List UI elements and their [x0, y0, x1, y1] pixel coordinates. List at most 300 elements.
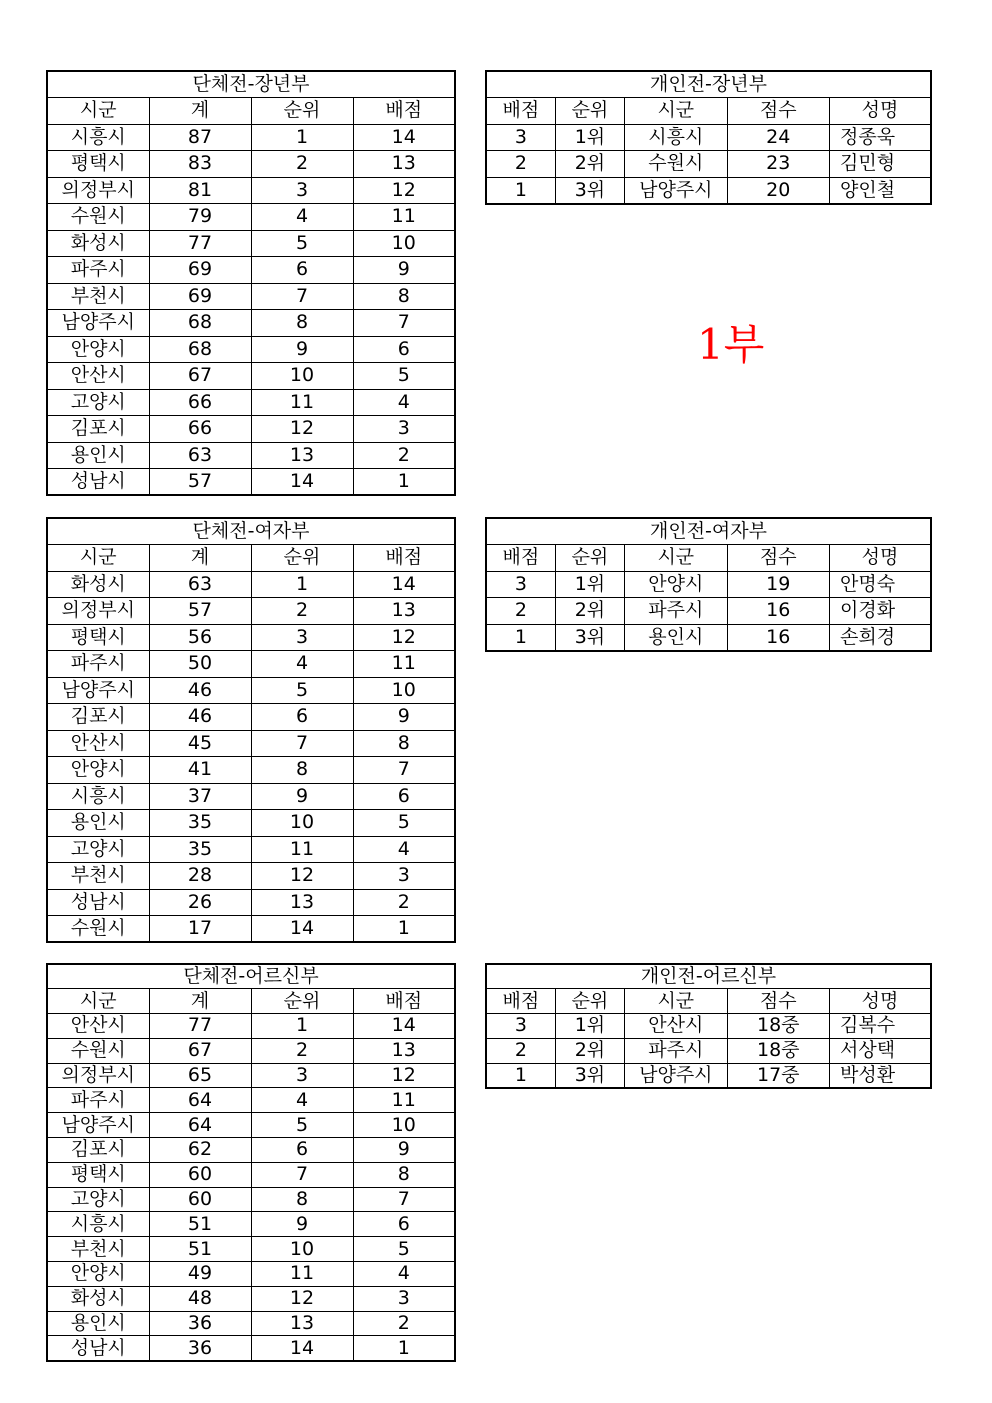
division-label: 1부 — [697, 320, 765, 369]
column-header: 순위 — [555, 98, 624, 125]
column-header: 계 — [149, 545, 251, 572]
table-cell: 20 — [727, 177, 829, 204]
table-cell: 파주시 — [625, 598, 727, 625]
table-cell: 4 — [353, 836, 455, 863]
table-cell: 6 — [353, 336, 455, 363]
table-cell: 2위 — [555, 151, 624, 178]
table-cell: 부천시 — [47, 863, 149, 890]
table-cell: 2 — [486, 1038, 555, 1063]
table-cell: 6 — [251, 1138, 353, 1163]
table-cell: 6 — [251, 257, 353, 284]
table-cell: 17중 — [727, 1063, 829, 1088]
table-row — [486, 1038, 931, 1063]
table-cell: 36 — [149, 1311, 251, 1336]
column-header: 시군 — [47, 989, 149, 1014]
table-cell: 66 — [149, 389, 251, 416]
table-cell: 부천시 — [47, 1237, 149, 1262]
table-cell: 24 — [727, 124, 829, 151]
table-cell: 평택시 — [47, 1162, 149, 1187]
table-cell: 3 — [486, 571, 555, 598]
table-cell: 4 — [251, 651, 353, 678]
table-cell: 12 — [353, 624, 455, 651]
table-cell: 60 — [149, 1187, 251, 1212]
table-cell: 6 — [251, 704, 353, 731]
table-cell: 10 — [353, 1113, 455, 1138]
table-cell: 60 — [149, 1162, 251, 1187]
table-cell: 14 — [251, 1336, 353, 1361]
table-cell: 1 — [251, 571, 353, 598]
team-elder-table — [46, 963, 456, 1362]
table-row — [47, 1038, 455, 1063]
table-cell: 8 — [251, 757, 353, 784]
table-cell: 1 — [251, 1014, 353, 1039]
table-title: 개인전-어르신부 — [486, 964, 931, 989]
table-cell: 1 — [251, 124, 353, 151]
table-row — [47, 363, 455, 390]
individual-elder-table — [485, 963, 932, 1089]
table-cell: 23 — [727, 151, 829, 178]
table-cell: 성남시 — [47, 469, 149, 496]
table-cell: 5 — [251, 1113, 353, 1138]
column-header: 점수 — [727, 545, 829, 572]
table-cell: 14 — [353, 571, 455, 598]
table-cell: 57 — [149, 469, 251, 496]
table-cell: 9 — [251, 1212, 353, 1237]
table-cell: 67 — [149, 1038, 251, 1063]
table-row — [47, 1014, 455, 1039]
table-cell: 김포시 — [47, 416, 149, 443]
table-cell: 1위 — [555, 124, 624, 151]
table-row — [47, 469, 455, 496]
table-cell: 용인시 — [47, 810, 149, 837]
table-cell: 4 — [353, 1262, 455, 1287]
table-cell: 3 — [353, 416, 455, 443]
table-cell: 10 — [251, 1237, 353, 1262]
table-cell: 68 — [149, 336, 251, 363]
table-cell: 67 — [149, 363, 251, 390]
table-cell: 14 — [353, 1014, 455, 1039]
table-cell: 11 — [251, 1262, 353, 1287]
table-cell: 2위 — [555, 1038, 624, 1063]
table-cell: 81 — [149, 177, 251, 204]
table-cell: 7 — [353, 1187, 455, 1212]
table-cell: 12 — [251, 863, 353, 890]
table-row — [47, 757, 455, 784]
column-header: 배점 — [486, 545, 555, 572]
table-cell: 12 — [353, 1063, 455, 1088]
table-cell: 1 — [353, 916, 455, 943]
table-row — [47, 1212, 455, 1237]
table-cell: 13 — [353, 1038, 455, 1063]
table-cell: 안산시 — [47, 363, 149, 390]
table-cell: 7 — [353, 310, 455, 337]
table-title: 개인전-장년부 — [486, 71, 931, 98]
table-row — [47, 863, 455, 890]
table-cell: 49 — [149, 1262, 251, 1287]
table-cell: 3 — [486, 1014, 555, 1039]
table-cell: 6 — [353, 783, 455, 810]
table-cell: 9 — [251, 783, 353, 810]
table-cell: 양인철 — [830, 177, 932, 204]
table-cell: 3 — [353, 1286, 455, 1311]
table-row — [486, 177, 931, 204]
table-cell: 11 — [251, 389, 353, 416]
column-header: 성명 — [830, 545, 932, 572]
table-cell: 손희경 — [830, 624, 932, 651]
table-cell: 5 — [353, 1237, 455, 1262]
column-header: 배점 — [353, 98, 455, 125]
table-cell: 13 — [353, 151, 455, 178]
table-cell: 64 — [149, 1088, 251, 1113]
table-cell: 7 — [251, 730, 353, 757]
table-cell: 14 — [353, 124, 455, 151]
table-cell: 의정부시 — [47, 598, 149, 625]
table-cell: 46 — [149, 677, 251, 704]
team-senior-table — [46, 70, 456, 496]
table-cell: 안양시 — [47, 1262, 149, 1287]
column-header: 성명 — [830, 98, 932, 125]
table-cell: 64 — [149, 1113, 251, 1138]
table-cell: 안양시 — [47, 336, 149, 363]
column-header: 순위 — [251, 989, 353, 1014]
table-cell: 9 — [353, 704, 455, 731]
table-cell: 66 — [149, 416, 251, 443]
table-cell: 수원시 — [47, 916, 149, 943]
table-row — [47, 389, 455, 416]
table-row — [47, 442, 455, 469]
table-cell: 안명숙 — [830, 571, 932, 598]
table-cell: 남양주시 — [625, 177, 727, 204]
column-header: 시군 — [47, 545, 149, 572]
table-row — [47, 704, 455, 731]
table-cell: 57 — [149, 598, 251, 625]
table-cell: 18중 — [727, 1014, 829, 1039]
table-cell: 3위 — [555, 1063, 624, 1088]
table-cell: 2 — [251, 1038, 353, 1063]
table-cell: 4 — [251, 204, 353, 231]
column-header: 순위 — [555, 545, 624, 572]
table-cell: 7 — [251, 1162, 353, 1187]
table-cell: 남양주시 — [47, 310, 149, 337]
table-cell: 파주시 — [47, 1088, 149, 1113]
column-header: 배점 — [353, 989, 455, 1014]
table-cell: 65 — [149, 1063, 251, 1088]
table-row — [47, 310, 455, 337]
table-cell: 시흥시 — [625, 124, 727, 151]
table-cell: 파주시 — [47, 651, 149, 678]
table-cell: 51 — [149, 1212, 251, 1237]
header-row — [47, 98, 455, 125]
table-cell: 1위 — [555, 1014, 624, 1039]
header-row — [486, 545, 931, 572]
table-row — [47, 416, 455, 443]
table-cell: 고양시 — [47, 1187, 149, 1212]
table-cell: 79 — [149, 204, 251, 231]
table-cell: 2 — [251, 598, 353, 625]
table-cell: 10 — [251, 810, 353, 837]
table-cell: 69 — [149, 283, 251, 310]
table-title: 개인전-여자부 — [486, 518, 931, 545]
table-cell: 3 — [251, 624, 353, 651]
table-row — [47, 1262, 455, 1287]
column-header: 순위 — [251, 98, 353, 125]
table-cell: 남양주시 — [47, 1113, 149, 1138]
table-cell: 용인시 — [47, 1311, 149, 1336]
table-cell: 의정부시 — [47, 177, 149, 204]
table-cell: 의정부시 — [47, 1063, 149, 1088]
table-row — [47, 836, 455, 863]
table-cell: 안산시 — [625, 1014, 727, 1039]
table-title: 단체전-장년부 — [47, 71, 455, 98]
table-cell: 51 — [149, 1237, 251, 1262]
table-cell: 3위 — [555, 624, 624, 651]
table-row — [486, 1063, 931, 1088]
table-cell: 안양시 — [47, 757, 149, 784]
table-row — [47, 283, 455, 310]
team-women-table — [46, 517, 456, 943]
table-cell: 2 — [486, 151, 555, 178]
table-cell: 69 — [149, 257, 251, 284]
table-cell: 7 — [251, 283, 353, 310]
table-cell: 13 — [251, 442, 353, 469]
column-header: 순위 — [251, 545, 353, 572]
table-cell: 83 — [149, 151, 251, 178]
table-cell: 36 — [149, 1336, 251, 1361]
table-cell: 14 — [251, 469, 353, 496]
table-cell: 13 — [251, 1311, 353, 1336]
table-cell: 3 — [353, 863, 455, 890]
table-cell: 1 — [486, 1063, 555, 1088]
table-cell: 41 — [149, 757, 251, 784]
table-row — [47, 257, 455, 284]
table-row — [486, 624, 931, 651]
table-row — [47, 1336, 455, 1361]
table-cell: 이경화 — [830, 598, 932, 625]
table-cell: 12 — [251, 1286, 353, 1311]
column-header: 배점 — [486, 98, 555, 125]
table-row — [47, 730, 455, 757]
table-cell: 8 — [353, 1162, 455, 1187]
table-cell: 87 — [149, 124, 251, 151]
table-cell: 2 — [353, 442, 455, 469]
table-row — [47, 571, 455, 598]
table-cell: 성남시 — [47, 889, 149, 916]
table-cell: 고양시 — [47, 389, 149, 416]
column-header: 순위 — [555, 989, 624, 1014]
table-row — [47, 810, 455, 837]
column-header: 배점 — [486, 989, 555, 1014]
header-row — [486, 989, 931, 1014]
column-header: 시군 — [625, 989, 727, 1014]
column-header: 배점 — [353, 545, 455, 572]
table-cell: 1위 — [555, 571, 624, 598]
table-cell: 시흥시 — [47, 124, 149, 151]
table-row — [47, 1113, 455, 1138]
column-header: 계 — [149, 98, 251, 125]
table-cell: 45 — [149, 730, 251, 757]
table-row — [47, 677, 455, 704]
table-cell: 평택시 — [47, 624, 149, 651]
column-header: 점수 — [727, 989, 829, 1014]
table-cell: 수원시 — [625, 151, 727, 178]
table-cell: 10 — [353, 230, 455, 257]
table-row — [486, 598, 931, 625]
table-cell: 63 — [149, 442, 251, 469]
table-title: 단체전-여자부 — [47, 518, 455, 545]
table-cell: 수원시 — [47, 204, 149, 231]
table-cell: 7 — [353, 757, 455, 784]
table-cell: 4 — [353, 389, 455, 416]
individual-women-table — [485, 517, 932, 652]
table-row — [47, 124, 455, 151]
table-row — [486, 124, 931, 151]
table-cell: 1 — [486, 624, 555, 651]
column-header: 계 — [149, 989, 251, 1014]
table-cell: 5 — [251, 230, 353, 257]
table-cell: 37 — [149, 783, 251, 810]
table-row — [47, 1311, 455, 1336]
table-row — [47, 1237, 455, 1262]
table-cell: 10 — [251, 363, 353, 390]
table-cell: 2 — [353, 889, 455, 916]
table-cell: 4 — [251, 1088, 353, 1113]
table-cell: 화성시 — [47, 1286, 149, 1311]
table-cell: 성남시 — [47, 1336, 149, 1361]
table-row — [47, 1187, 455, 1212]
table-cell: 11 — [353, 204, 455, 231]
table-cell: 13 — [353, 598, 455, 625]
table-cell: 3 — [486, 124, 555, 151]
table-row — [47, 1286, 455, 1311]
table-cell: 19 — [727, 571, 829, 598]
table-cell: 김복수 — [830, 1014, 932, 1039]
table-row — [486, 151, 931, 178]
table-cell: 화성시 — [47, 230, 149, 257]
table-cell: 18중 — [727, 1038, 829, 1063]
table-cell: 박성환 — [830, 1063, 932, 1088]
header-row — [47, 545, 455, 572]
table-row — [47, 1162, 455, 1187]
table-cell: 46 — [149, 704, 251, 731]
table-cell: 평택시 — [47, 151, 149, 178]
table-cell: 고양시 — [47, 836, 149, 863]
table-cell: 안양시 — [625, 571, 727, 598]
table-cell: 63 — [149, 571, 251, 598]
table-cell: 2 — [353, 1311, 455, 1336]
table-cell: 1 — [353, 469, 455, 496]
table-cell: 정종욱 — [830, 124, 932, 151]
table-cell: 1 — [486, 177, 555, 204]
table-cell: 5 — [251, 677, 353, 704]
table-cell: 안산시 — [47, 730, 149, 757]
table-cell: 12 — [353, 177, 455, 204]
column-header: 시군 — [47, 98, 149, 125]
table-cell: 화성시 — [47, 571, 149, 598]
table-cell: 16 — [727, 598, 829, 625]
table-cell: 26 — [149, 889, 251, 916]
table-row — [486, 1014, 931, 1039]
table-cell: 남양주시 — [625, 1063, 727, 1088]
table-cell: 35 — [149, 810, 251, 837]
table-cell: 파주시 — [625, 1038, 727, 1063]
table-cell: 77 — [149, 230, 251, 257]
table-cell: 안산시 — [47, 1014, 149, 1039]
table-cell: 8 — [353, 283, 455, 310]
table-cell: 용인시 — [47, 442, 149, 469]
table-cell: 용인시 — [625, 624, 727, 651]
table-cell: 10 — [353, 677, 455, 704]
column-header: 시군 — [625, 545, 727, 572]
table-cell: 11 — [251, 836, 353, 863]
table-cell: 6 — [353, 1212, 455, 1237]
header-row — [486, 98, 931, 125]
table-cell: 서상택 — [830, 1038, 932, 1063]
table-cell: 2 — [486, 598, 555, 625]
table-cell: 1 — [353, 1336, 455, 1361]
table-row — [47, 1138, 455, 1163]
table-row — [47, 1088, 455, 1113]
column-header: 시군 — [625, 98, 727, 125]
table-cell: 8 — [353, 730, 455, 757]
table-cell: 김포시 — [47, 704, 149, 731]
table-title: 단체전-어르신부 — [47, 964, 455, 989]
table-row — [47, 1063, 455, 1088]
table-cell: 9 — [251, 336, 353, 363]
table-row — [486, 571, 931, 598]
table-cell: 시흥시 — [47, 783, 149, 810]
table-row — [47, 177, 455, 204]
table-cell: 14 — [251, 916, 353, 943]
table-cell: 48 — [149, 1286, 251, 1311]
table-row — [47, 336, 455, 363]
table-cell: 11 — [353, 1088, 455, 1113]
table-cell: 17 — [149, 916, 251, 943]
table-cell: 77 — [149, 1014, 251, 1039]
table-cell: 남양주시 — [47, 677, 149, 704]
individual-senior-table — [485, 70, 932, 205]
column-header: 성명 — [830, 989, 932, 1014]
table-cell: 2 — [251, 151, 353, 178]
table-cell: 부천시 — [47, 283, 149, 310]
table-cell: 9 — [353, 1138, 455, 1163]
table-cell: 35 — [149, 836, 251, 863]
table-cell: 김민형 — [830, 151, 932, 178]
table-row — [47, 598, 455, 625]
table-cell: 50 — [149, 651, 251, 678]
table-cell: 3 — [251, 177, 353, 204]
table-row — [47, 624, 455, 651]
column-header: 점수 — [727, 98, 829, 125]
table-row — [47, 204, 455, 231]
table-cell: 5 — [353, 810, 455, 837]
table-cell: 11 — [353, 651, 455, 678]
table-row — [47, 151, 455, 178]
table-cell: 시흥시 — [47, 1212, 149, 1237]
header-row — [47, 989, 455, 1014]
table-cell: 9 — [353, 257, 455, 284]
table-cell: 56 — [149, 624, 251, 651]
table-row — [47, 916, 455, 943]
table-cell: 5 — [353, 363, 455, 390]
table-cell: 8 — [251, 310, 353, 337]
table-cell: 28 — [149, 863, 251, 890]
table-row — [47, 651, 455, 678]
table-cell: 62 — [149, 1138, 251, 1163]
table-cell: 파주시 — [47, 257, 149, 284]
table-cell: 2위 — [555, 598, 624, 625]
table-cell: 8 — [251, 1187, 353, 1212]
table-cell: 68 — [149, 310, 251, 337]
